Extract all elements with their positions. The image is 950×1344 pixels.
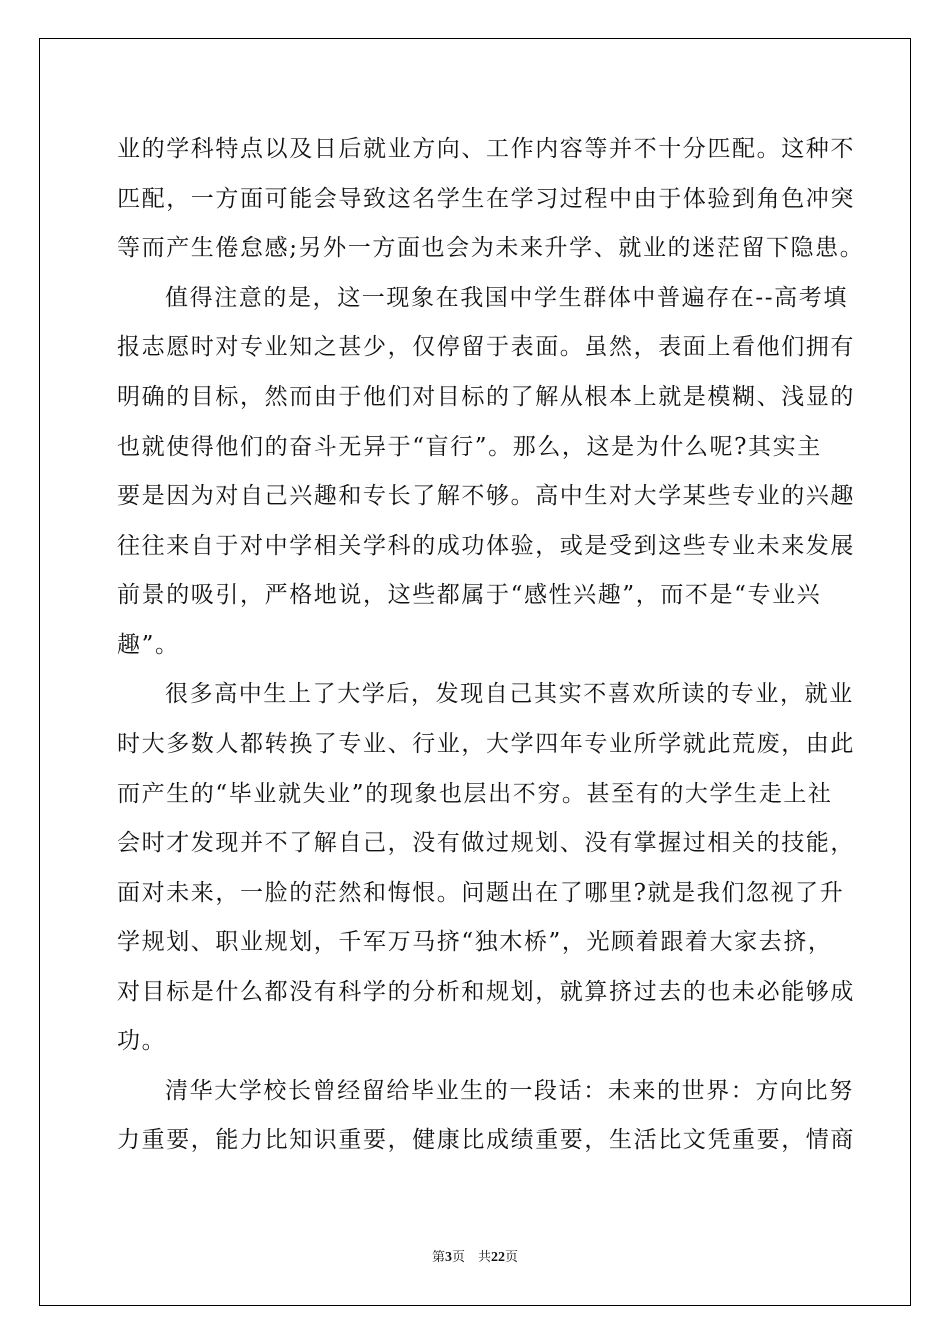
paragraph-line: 很多高中生上了大学后，发现自己其实不喜欢所读的专业，就业 <box>165 681 854 707</box>
paragraph-line: 而产生的“毕业就失业”的现象也层出不穷。甚至有的大学生走上社 <box>117 781 833 807</box>
paragraph-line: 等而产生倦怠感;另外一方面也会为未来升学、就业的迷茫留下隐患。 <box>117 235 865 261</box>
paragraph-line: 明确的目标，然而由于他们对目标的了解从根本上就是模糊、浅显的 <box>117 384 855 410</box>
paragraph-line: 前景的吸引，严格地说，这些都属于“感性兴趣”，而不是“专业兴 <box>117 582 822 608</box>
paragraph-line: 会时才发现并不了解自己，没有做过规划、没有掌握过相关的技能， <box>117 830 855 856</box>
paragraph-line: 学规划、职业规划，千军万马挤“独木桥”，光顾着跟着大家去挤， <box>117 929 833 955</box>
paragraph-line: 力重要，能力比知识重要，健康比成绩重要，生活比文凭重要，情商 <box>117 1127 855 1153</box>
paragraph-line: 往往来自于对中学相关学科的成功体验，或是受到这些专业未来发展 <box>117 533 855 559</box>
paragraph-line: 匹配，一方面可能会导致这名学生在学习过程中由于体验到角色冲突 <box>117 186 855 212</box>
paragraph-line: 报志愿时对专业知之甚少，仅停留于表面。虽然，表面上看他们拥有 <box>117 334 855 360</box>
page-footer <box>0 1246 950 1266</box>
paragraph-line: 值得注意的是，这一现象在我国中学生群体中普遍存在--高考填 <box>165 285 848 311</box>
total-pages: 22 <box>491 1250 505 1265</box>
paragraph-line: 要是因为对自己兴趣和专长了解不够。高中生对大学某些专业的兴趣 <box>117 483 855 509</box>
page-number: 3 <box>444 1250 452 1265</box>
footer-suffix: 页 <box>505 1250 519 1265</box>
page-border <box>39 38 911 1306</box>
footer-mid: 页 共 <box>451 1250 491 1265</box>
paragraph-line: 清华大学校长曾经留给毕业生的一段话：未来的世界：方向比努 <box>165 1078 854 1104</box>
footer-prefix: 第 <box>431 1250 445 1265</box>
paragraph-line: 时大多数人都转换了专业、行业，大学四年专业所学就此荒废，由此 <box>117 731 855 757</box>
paragraph-line: 业的学科特点以及日后就业方向、工作内容等并不十分匹配。这种不 <box>117 136 855 162</box>
paragraph-line: 趣”。 <box>117 632 180 658</box>
paragraph-line: 功。 <box>117 1028 167 1054</box>
paragraph-line: 对目标是什么都没有科学的分析和规划，就算挤过去的也未必能够成 <box>117 979 855 1005</box>
paragraph-line: 也就使得他们的奋斗无异于“盲行”。那么，这是为什么呢?其实主 <box>117 434 822 460</box>
paragraph-line: 面对未来，一脸的茫然和悔恨。问题出在了哪里?就是我们忽视了升 <box>117 880 845 906</box>
